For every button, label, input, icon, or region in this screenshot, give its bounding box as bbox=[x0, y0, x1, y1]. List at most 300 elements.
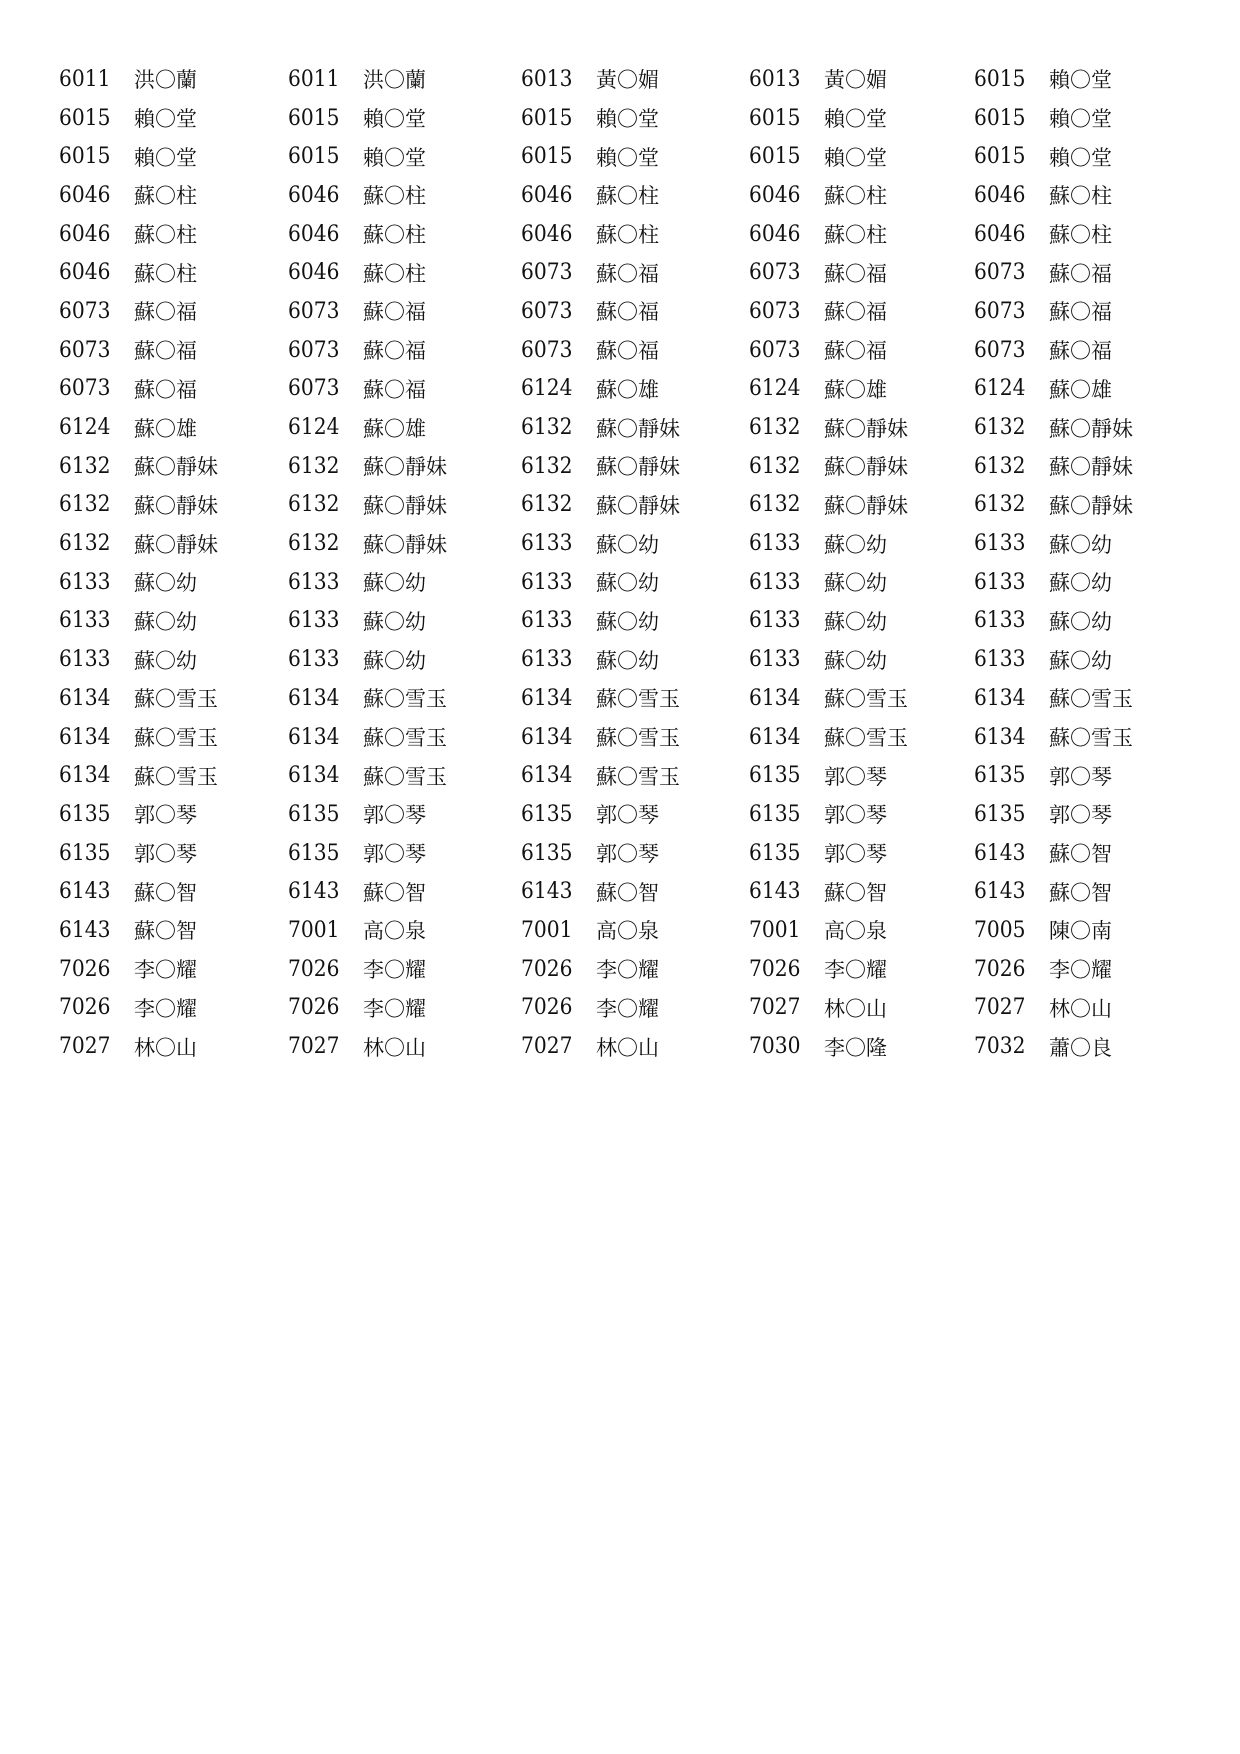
entry-name: 蘇〇柱 bbox=[596, 184, 659, 209]
entry-name: 蘇〇靜妹 bbox=[596, 416, 680, 441]
list-item bbox=[521, 954, 749, 984]
entry-code: 7032 bbox=[974, 1034, 1026, 1060]
entry-name: 李〇隆 bbox=[824, 1035, 887, 1060]
entry-code: 6133 bbox=[749, 647, 801, 673]
entry-code: 6046 bbox=[59, 182, 111, 208]
entry-code: 6132 bbox=[974, 453, 1026, 479]
list-item bbox=[288, 838, 521, 868]
entry-code: 6134 bbox=[974, 724, 1026, 750]
list-item bbox=[749, 374, 974, 404]
list-row bbox=[59, 486, 1179, 525]
entry-name: 蘇〇智 bbox=[363, 880, 426, 905]
entry-name: 賴〇堂 bbox=[596, 145, 659, 170]
entry-name: 林〇山 bbox=[1049, 996, 1112, 1021]
entry-code: 6132 bbox=[59, 492, 111, 518]
list-item bbox=[974, 103, 1174, 133]
list-item bbox=[749, 877, 974, 907]
list-item bbox=[59, 915, 288, 945]
list-item bbox=[521, 529, 749, 559]
list-item bbox=[749, 722, 974, 752]
list-item bbox=[288, 413, 521, 443]
entry-name: 陳〇南 bbox=[1049, 919, 1112, 944]
list-item bbox=[749, 180, 974, 210]
entry-name: 蘇〇靜妹 bbox=[363, 532, 447, 557]
entry-name: 蘇〇幼 bbox=[134, 609, 197, 634]
entry-name: 蘇〇雪玉 bbox=[1049, 726, 1133, 751]
list-item bbox=[749, 645, 974, 675]
entry-name: 李〇耀 bbox=[134, 996, 197, 1021]
entry-name: 黃〇媚 bbox=[824, 68, 887, 93]
entry-code: 6134 bbox=[288, 763, 340, 789]
list-item bbox=[974, 799, 1174, 829]
entry-name: 蘇〇幼 bbox=[596, 571, 659, 596]
list-item bbox=[59, 606, 288, 636]
entry-code: 6134 bbox=[521, 685, 573, 711]
entry-code: 6132 bbox=[749, 453, 801, 479]
list-item bbox=[749, 915, 974, 945]
entry-code: 6134 bbox=[288, 724, 340, 750]
entry-code: 6073 bbox=[59, 337, 111, 363]
list-item bbox=[521, 219, 749, 249]
list-item bbox=[288, 142, 521, 172]
list-item bbox=[974, 954, 1174, 984]
list-row bbox=[59, 408, 1179, 447]
entry-code: 6143 bbox=[974, 879, 1026, 905]
list-item bbox=[59, 954, 288, 984]
entry-code: 6073 bbox=[59, 298, 111, 324]
list-item bbox=[974, 451, 1174, 481]
entry-name: 林〇山 bbox=[596, 1035, 659, 1060]
entry-code: 6135 bbox=[521, 801, 573, 827]
entry-name: 郭〇琴 bbox=[824, 803, 887, 828]
list-item bbox=[288, 451, 521, 481]
entry-code: 6124 bbox=[749, 376, 801, 402]
entry-name: 蘇〇雪玉 bbox=[824, 726, 908, 751]
entry-name: 賴〇堂 bbox=[134, 145, 197, 170]
entry-code: 6073 bbox=[974, 260, 1026, 286]
list-item bbox=[288, 645, 521, 675]
entry-code: 6046 bbox=[749, 182, 801, 208]
entry-code: 7026 bbox=[288, 995, 340, 1021]
list-item bbox=[59, 799, 288, 829]
list-item bbox=[521, 683, 749, 713]
entry-code: 6134 bbox=[974, 685, 1026, 711]
list-item bbox=[59, 761, 288, 791]
entry-name: 李〇耀 bbox=[1049, 958, 1112, 983]
list-item bbox=[59, 180, 288, 210]
list-item bbox=[288, 529, 521, 559]
list-item bbox=[59, 838, 288, 868]
entry-code: 6135 bbox=[288, 801, 340, 827]
entry-code: 6073 bbox=[288, 298, 340, 324]
entry-name: 蘇〇幼 bbox=[824, 648, 887, 673]
entry-name: 蘇〇智 bbox=[1049, 880, 1112, 905]
entry-name: 蘇〇柱 bbox=[824, 223, 887, 248]
entry-name: 蘇〇福 bbox=[363, 377, 426, 402]
list-item bbox=[974, 645, 1174, 675]
list-item bbox=[521, 993, 749, 1023]
list-row bbox=[59, 60, 1179, 99]
entry-code: 6015 bbox=[521, 105, 573, 131]
entry-name: 蘇〇靜妹 bbox=[596, 493, 680, 518]
list-row bbox=[59, 524, 1179, 563]
entry-code: 6135 bbox=[59, 801, 111, 827]
entry-code: 6135 bbox=[749, 763, 801, 789]
entry-name: 蘇〇柱 bbox=[363, 184, 426, 209]
entry-code: 6046 bbox=[59, 221, 111, 247]
entry-code: 6143 bbox=[521, 879, 573, 905]
entry-name: 蘇〇雪玉 bbox=[824, 687, 908, 712]
entry-name: 蘇〇雄 bbox=[134, 416, 197, 441]
list-item bbox=[974, 683, 1174, 713]
list-item bbox=[521, 451, 749, 481]
entry-name: 蘇〇智 bbox=[134, 880, 197, 905]
entry-code: 7026 bbox=[974, 956, 1026, 982]
list-item bbox=[521, 335, 749, 365]
entry-name: 蘇〇靜妹 bbox=[363, 493, 447, 518]
list-item bbox=[974, 219, 1174, 249]
list-item bbox=[59, 103, 288, 133]
entry-code: 6013 bbox=[521, 66, 573, 92]
list-item bbox=[59, 219, 288, 249]
list-item bbox=[59, 722, 288, 752]
list-item bbox=[749, 1032, 974, 1062]
name-list bbox=[59, 60, 1179, 1066]
entry-code: 6124 bbox=[974, 376, 1026, 402]
list-item bbox=[288, 219, 521, 249]
entry-name: 高〇泉 bbox=[596, 919, 659, 944]
entry-name: 蘇〇福 bbox=[1049, 339, 1112, 364]
list-item bbox=[288, 64, 521, 94]
entry-code: 6046 bbox=[974, 221, 1026, 247]
list-item bbox=[288, 103, 521, 133]
entry-code: 6134 bbox=[521, 724, 573, 750]
entry-code: 6073 bbox=[288, 337, 340, 363]
entry-name: 李〇耀 bbox=[596, 958, 659, 983]
entry-name: 郭〇琴 bbox=[363, 803, 426, 828]
list-item bbox=[59, 451, 288, 481]
list-item bbox=[749, 606, 974, 636]
entry-code: 6134 bbox=[59, 685, 111, 711]
list-item bbox=[749, 413, 974, 443]
list-item bbox=[288, 993, 521, 1023]
list-item bbox=[521, 1032, 749, 1062]
entry-name: 蘇〇雄 bbox=[596, 377, 659, 402]
entry-code: 7026 bbox=[749, 956, 801, 982]
entry-name: 蘇〇靜妹 bbox=[1049, 493, 1133, 518]
list-row bbox=[59, 176, 1179, 215]
entry-code: 6015 bbox=[974, 66, 1026, 92]
entry-code: 6046 bbox=[59, 260, 111, 286]
list-item bbox=[288, 1032, 521, 1062]
entry-name: 蘇〇柱 bbox=[824, 184, 887, 209]
entry-code: 6015 bbox=[288, 144, 340, 170]
entry-code: 6132 bbox=[288, 531, 340, 557]
list-item bbox=[974, 993, 1174, 1023]
entry-code: 6133 bbox=[288, 608, 340, 634]
list-item bbox=[974, 567, 1174, 597]
list-item bbox=[288, 799, 521, 829]
entry-name: 蘇〇福 bbox=[824, 300, 887, 325]
entry-code: 6046 bbox=[749, 221, 801, 247]
entry-name: 蕭〇良 bbox=[1049, 1035, 1112, 1060]
entry-code: 6133 bbox=[974, 647, 1026, 673]
entry-name: 郭〇琴 bbox=[134, 842, 197, 867]
entry-name: 蘇〇雪玉 bbox=[596, 764, 680, 789]
entry-name: 蘇〇靜妹 bbox=[824, 493, 908, 518]
entry-name: 蘇〇幼 bbox=[363, 648, 426, 673]
entry-name: 蘇〇幼 bbox=[363, 609, 426, 634]
list-row bbox=[59, 370, 1179, 409]
entry-code: 6132 bbox=[288, 492, 340, 518]
entry-name: 蘇〇柱 bbox=[1049, 184, 1112, 209]
entry-code: 6133 bbox=[59, 569, 111, 595]
entry-name: 郭〇琴 bbox=[134, 803, 197, 828]
entry-name: 蘇〇幼 bbox=[363, 571, 426, 596]
entry-name: 賴〇堂 bbox=[824, 107, 887, 132]
entry-name: 郭〇琴 bbox=[1049, 803, 1112, 828]
entry-code: 6046 bbox=[974, 182, 1026, 208]
list-item bbox=[749, 142, 974, 172]
entry-code: 6132 bbox=[288, 453, 340, 479]
entry-name: 蘇〇靜妹 bbox=[134, 493, 218, 518]
entry-code: 7026 bbox=[521, 995, 573, 1021]
list-row bbox=[59, 911, 1179, 950]
entry-code: 6015 bbox=[288, 105, 340, 131]
list-item bbox=[59, 529, 288, 559]
entry-code: 6143 bbox=[59, 879, 111, 905]
list-item bbox=[974, 529, 1174, 559]
list-row bbox=[59, 640, 1179, 679]
entry-code: 7005 bbox=[974, 917, 1026, 943]
entry-code: 7027 bbox=[59, 1034, 111, 1060]
list-item bbox=[521, 645, 749, 675]
entry-name: 蘇〇靜妹 bbox=[134, 455, 218, 480]
entry-code: 6133 bbox=[749, 531, 801, 557]
entry-name: 蘇〇福 bbox=[824, 339, 887, 364]
entry-name: 蘇〇幼 bbox=[596, 532, 659, 557]
entry-code: 6135 bbox=[59, 840, 111, 866]
entry-code: 6132 bbox=[974, 415, 1026, 441]
entry-name: 蘇〇雪玉 bbox=[134, 687, 218, 712]
list-row bbox=[59, 447, 1179, 486]
entry-code: 6015 bbox=[974, 105, 1026, 131]
list-row bbox=[59, 950, 1179, 989]
list-item bbox=[288, 683, 521, 713]
entry-code: 6135 bbox=[521, 840, 573, 866]
list-item bbox=[749, 954, 974, 984]
entry-name: 蘇〇福 bbox=[596, 300, 659, 325]
list-item bbox=[59, 877, 288, 907]
entry-code: 6133 bbox=[521, 531, 573, 557]
entry-code: 6046 bbox=[521, 182, 573, 208]
entry-code: 6011 bbox=[59, 66, 111, 92]
entry-name: 李〇耀 bbox=[134, 958, 197, 983]
entry-name: 高〇泉 bbox=[824, 919, 887, 944]
entry-name: 賴〇堂 bbox=[363, 107, 426, 132]
list-item bbox=[288, 954, 521, 984]
entry-name: 蘇〇福 bbox=[596, 261, 659, 286]
entry-code: 6133 bbox=[59, 608, 111, 634]
entry-name: 蘇〇靜妹 bbox=[363, 455, 447, 480]
list-item bbox=[749, 490, 974, 520]
list-row bbox=[59, 563, 1179, 602]
entry-name: 蘇〇靜妹 bbox=[1049, 416, 1133, 441]
list-row bbox=[59, 602, 1179, 641]
entry-code: 6133 bbox=[288, 647, 340, 673]
entry-name: 賴〇堂 bbox=[1049, 107, 1112, 132]
entry-name: 蘇〇幼 bbox=[1049, 571, 1112, 596]
list-item bbox=[749, 258, 974, 288]
list-item bbox=[749, 761, 974, 791]
entry-code: 6135 bbox=[749, 801, 801, 827]
entry-code: 6135 bbox=[288, 840, 340, 866]
entry-code: 6015 bbox=[59, 105, 111, 131]
entry-name: 賴〇堂 bbox=[1049, 68, 1112, 93]
entry-name: 高〇泉 bbox=[363, 919, 426, 944]
list-item bbox=[749, 296, 974, 326]
entry-code: 7027 bbox=[288, 1034, 340, 1060]
entry-code: 6073 bbox=[974, 337, 1026, 363]
entry-name: 郭〇琴 bbox=[824, 842, 887, 867]
entry-name: 蘇〇福 bbox=[363, 300, 426, 325]
entry-code: 6134 bbox=[59, 724, 111, 750]
entry-name: 蘇〇雄 bbox=[1049, 377, 1112, 402]
list-item bbox=[974, 374, 1174, 404]
list-item bbox=[749, 451, 974, 481]
entry-name: 蘇〇雪玉 bbox=[134, 726, 218, 751]
entry-code: 6073 bbox=[749, 298, 801, 324]
list-item bbox=[749, 335, 974, 365]
list-item bbox=[749, 567, 974, 597]
list-row bbox=[59, 872, 1179, 911]
list-item bbox=[521, 258, 749, 288]
entry-code: 6013 bbox=[749, 66, 801, 92]
entry-code: 6015 bbox=[749, 144, 801, 170]
entry-code: 6132 bbox=[59, 531, 111, 557]
entry-name: 蘇〇柱 bbox=[1049, 223, 1112, 248]
entry-name: 蘇〇智 bbox=[134, 919, 197, 944]
entry-code: 6073 bbox=[749, 337, 801, 363]
entry-name: 郭〇琴 bbox=[1049, 764, 1112, 789]
entry-name: 蘇〇幼 bbox=[824, 532, 887, 557]
entry-name: 蘇〇幼 bbox=[1049, 648, 1112, 673]
entry-code: 6132 bbox=[59, 453, 111, 479]
list-item bbox=[288, 335, 521, 365]
list-item bbox=[974, 258, 1174, 288]
entry-name: 李〇耀 bbox=[363, 958, 426, 983]
entry-code: 6124 bbox=[288, 415, 340, 441]
entry-code: 7027 bbox=[749, 995, 801, 1021]
list-item bbox=[974, 335, 1174, 365]
list-item bbox=[59, 142, 288, 172]
entry-name: 蘇〇福 bbox=[824, 261, 887, 286]
list-item bbox=[521, 296, 749, 326]
list-item bbox=[521, 413, 749, 443]
entry-name: 賴〇堂 bbox=[363, 145, 426, 170]
entry-code: 6132 bbox=[974, 492, 1026, 518]
list-item bbox=[288, 258, 521, 288]
entry-code: 6133 bbox=[749, 569, 801, 595]
list-item bbox=[59, 993, 288, 1023]
entry-name: 蘇〇雪玉 bbox=[1049, 687, 1133, 712]
list-item bbox=[288, 180, 521, 210]
entry-code: 6124 bbox=[521, 376, 573, 402]
entry-code: 6133 bbox=[521, 608, 573, 634]
list-item bbox=[59, 64, 288, 94]
entry-name: 李〇耀 bbox=[363, 996, 426, 1021]
entry-name: 賴〇堂 bbox=[824, 145, 887, 170]
list-item bbox=[288, 877, 521, 907]
list-item bbox=[59, 258, 288, 288]
entry-name: 蘇〇柱 bbox=[363, 261, 426, 286]
entry-code: 6134 bbox=[749, 724, 801, 750]
entry-code: 6133 bbox=[974, 569, 1026, 595]
entry-name: 蘇〇幼 bbox=[824, 571, 887, 596]
list-item bbox=[974, 915, 1174, 945]
list-row bbox=[59, 331, 1179, 370]
list-item bbox=[521, 877, 749, 907]
entry-name: 林〇山 bbox=[363, 1035, 426, 1060]
entry-code: 6073 bbox=[521, 298, 573, 324]
list-row bbox=[59, 215, 1179, 254]
entry-code: 6134 bbox=[521, 763, 573, 789]
entry-name: 蘇〇福 bbox=[1049, 300, 1112, 325]
entry-name: 蘇〇幼 bbox=[1049, 609, 1112, 634]
entry-code: 7030 bbox=[749, 1034, 801, 1060]
entry-code: 6073 bbox=[521, 337, 573, 363]
entry-name: 林〇山 bbox=[824, 996, 887, 1021]
list-item bbox=[521, 567, 749, 597]
entry-name: 蘇〇靜妹 bbox=[1049, 455, 1133, 480]
list-item bbox=[974, 296, 1174, 326]
entry-name: 蘇〇柱 bbox=[134, 184, 197, 209]
entry-name: 蘇〇雪玉 bbox=[134, 764, 218, 789]
list-row bbox=[59, 137, 1179, 176]
entry-name: 蘇〇雄 bbox=[824, 377, 887, 402]
entry-code: 7001 bbox=[288, 917, 340, 943]
entry-name: 賴〇堂 bbox=[134, 107, 197, 132]
entry-code: 7026 bbox=[59, 956, 111, 982]
list-item bbox=[749, 683, 974, 713]
entry-name: 洪〇蘭 bbox=[363, 68, 426, 93]
list-row bbox=[59, 253, 1179, 292]
list-item bbox=[288, 374, 521, 404]
entry-name: 郭〇琴 bbox=[596, 803, 659, 828]
entry-name: 蘇〇靜妹 bbox=[824, 416, 908, 441]
entry-name: 蘇〇幼 bbox=[596, 648, 659, 673]
list-item bbox=[59, 1032, 288, 1062]
list-item bbox=[521, 606, 749, 636]
entry-code: 6134 bbox=[59, 763, 111, 789]
entry-code: 6135 bbox=[974, 801, 1026, 827]
list-item bbox=[521, 490, 749, 520]
entry-code: 7026 bbox=[521, 956, 573, 982]
list-item bbox=[288, 296, 521, 326]
list-item bbox=[749, 993, 974, 1023]
list-item bbox=[59, 335, 288, 365]
entry-name: 郭〇琴 bbox=[824, 764, 887, 789]
list-row bbox=[59, 834, 1179, 873]
entry-code: 6143 bbox=[59, 917, 111, 943]
list-item bbox=[749, 799, 974, 829]
list-row bbox=[59, 679, 1179, 718]
entry-name: 蘇〇幼 bbox=[134, 648, 197, 673]
entry-code: 6046 bbox=[288, 182, 340, 208]
list-item bbox=[521, 180, 749, 210]
entry-name: 蘇〇雪玉 bbox=[363, 687, 447, 712]
list-item bbox=[749, 529, 974, 559]
